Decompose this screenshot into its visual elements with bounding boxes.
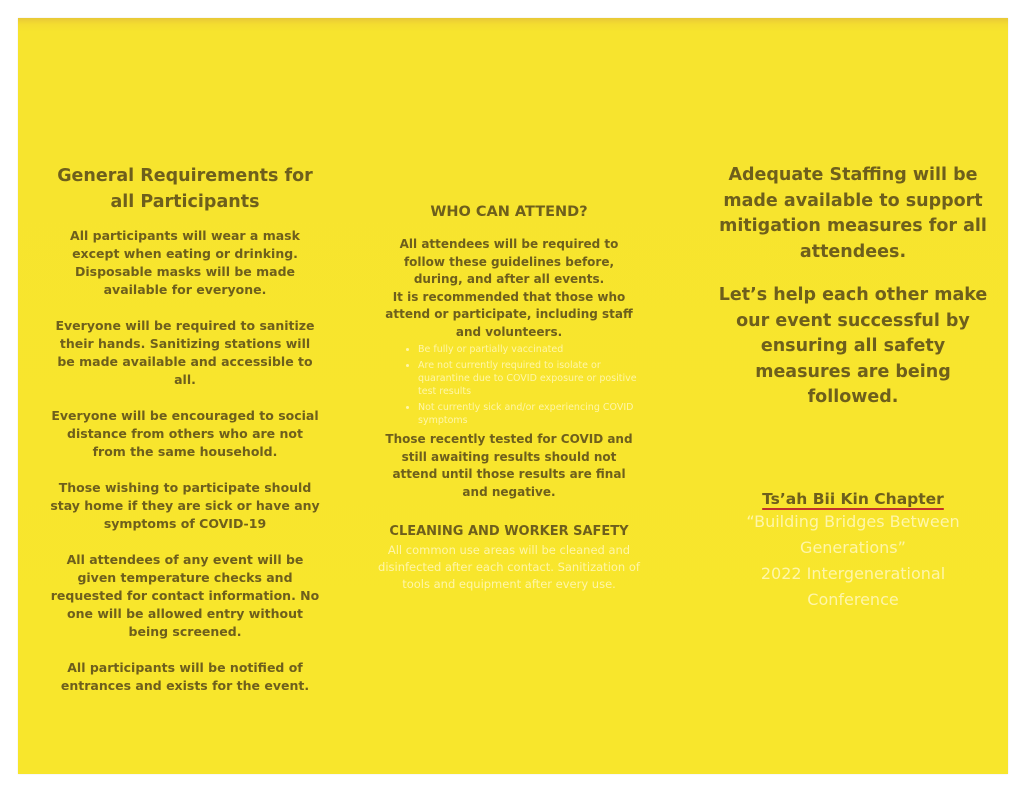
requirement-paragraph: Those wishing to participate should stay home if they are sick or have any symptoms of COVID-19: [50, 480, 320, 531]
brochure-page: [18, 18, 1008, 774]
eligibility-list: [378, 343, 640, 427]
conference-title: 2022 Intergenerational Conference: [760, 563, 946, 609]
attendee-guidelines: All attendees will be required to follow these guidelines before, during, and after all events.: [399, 237, 619, 286]
general-requirements-heading: General Requirements for all Participants: [57, 166, 313, 212]
requirement-paragraph: All participants will wear a mask except when eating or drinking. Disposable masks will be made available for everyone.: [70, 228, 300, 297]
list-item: • Not currently sick and/or experiencing COVID symptoms: [418, 401, 640, 427]
who-can-attend-heading: WHO CAN ATTEND?: [430, 204, 588, 220]
requirement-paragraph: All attendees of any event will be given temperature checks and requested for contact information. No one will be allowed entry without being screened.: [50, 552, 320, 639]
requirement-paragraph: Everyone will be encouraged to social distance from others who are not from the same household.: [51, 408, 319, 459]
requirement-paragraph: Everyone will be required to sanitize their hands. Sanitizing stations will be made available and accessible to all.: [55, 318, 315, 387]
recommendation-text: It is recommended that those who attend or participate, including staff and volunteers.: [385, 289, 633, 339]
help-statement: Let’s help each other make our event successful by ensuring all safety measures are being followed.: [718, 285, 988, 407]
cleaning-heading: CLEANING AND WORKER SAFETY: [389, 524, 629, 539]
chapter-title: Ts’ah Bii Kin Chapter: [762, 489, 944, 508]
requirement-paragraph: All participants will be notified of entrances and exists for the event.: [60, 660, 310, 693]
event-tagline: “Building Bridges Between Generations”: [746, 511, 960, 557]
cleaning-text: All common use areas will be cleaned and disinfected after each contact. Sanitization of tools and equipment after every use.: [378, 543, 640, 591]
list-item: • Are not currently required to isolate or quarantine due to COVID exposure or positive test results: [418, 359, 640, 398]
chapter-name: [718, 489, 988, 509]
left-panel: [50, 163, 320, 713]
right-panel: [718, 163, 988, 613]
staffing-statement: Adequate Staffing will be made available to support mitigation measures for all attendees.: [719, 165, 987, 262]
testing-note: Those recently tested for COVID and still awaiting results should not attend until those results are final and negative.: [385, 432, 633, 499]
middle-panel: [378, 202, 640, 593]
list-item: • Be fully or partially vaccinated: [418, 343, 640, 356]
